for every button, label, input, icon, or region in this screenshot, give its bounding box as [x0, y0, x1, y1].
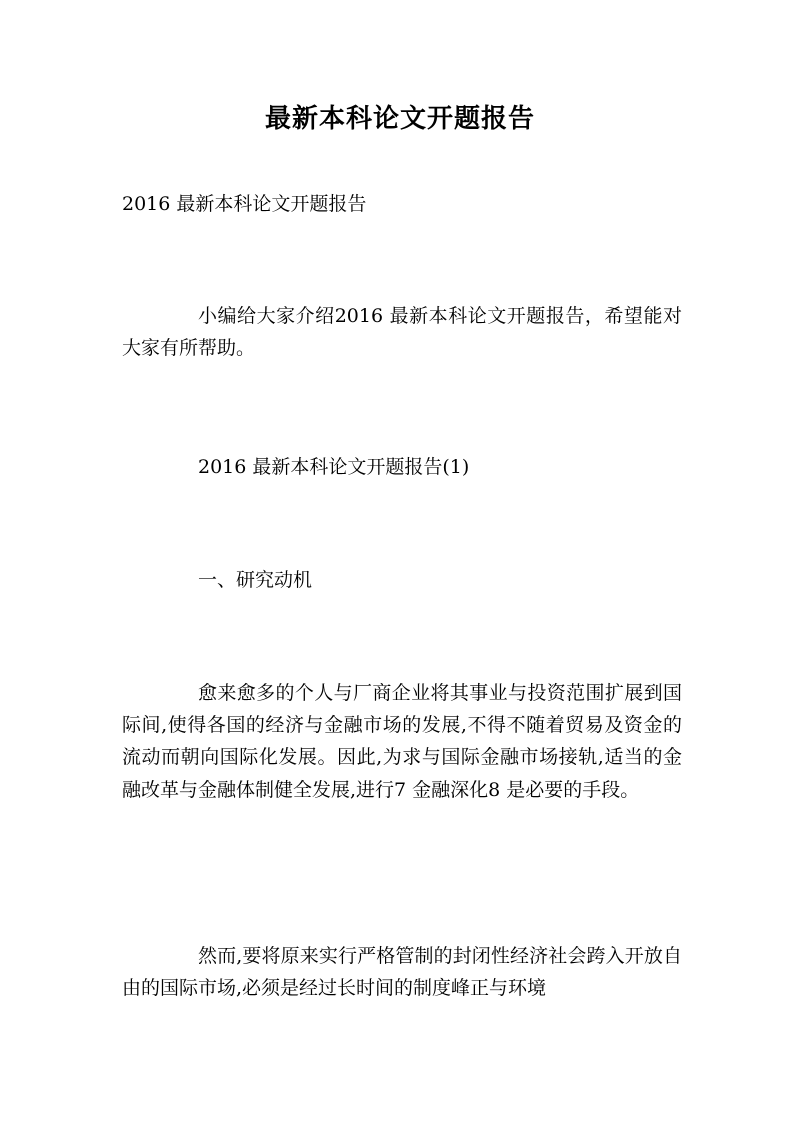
document-subtitle: 2016 最新本科论文开题报告: [122, 193, 367, 215]
intro-paragraph: 小编给大家介绍2016 最新本科论文开题报告，希望能对大家有所帮助。: [122, 305, 682, 360]
section-heading: 2016 最新本科论文开题报告(1): [198, 456, 470, 478]
document-title: 最新本科论文开题报告: [264, 104, 535, 134]
body-paragraph-2: 然而,要将原来实行严格管制的封闭性经济社会跨入开放自由的国际市场,必须是经过长时间的制度峰正与环境: [122, 945, 682, 1000]
body-paragraph-1: 愈来愈多的个人与厂商企业将其事业与投资范围扩展到国际间,使得各国的经济与金融市场的发展,不得不随着贸易及资金的流动而朝向国际化发展。因此,为求与国际金融市场接轨,适当的金融改革与金融体制健全发展,进行7 金融深化8 是必要的手段。: [122, 682, 682, 801]
subsection-heading: 一、研究动机: [198, 569, 313, 591]
